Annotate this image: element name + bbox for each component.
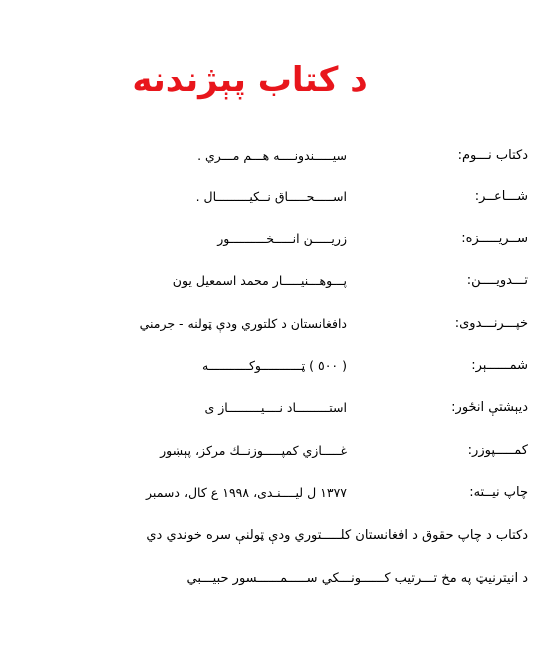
info-row-composer — [0, 438, 555, 464]
info-row-foreword — [0, 226, 555, 252]
row-label: ســريـــــزه: — [461, 231, 528, 246]
row-value: اســـــحـــــاق نــكيـــــــــال . — [195, 189, 347, 204]
row-label: شـــاعــر: — [474, 189, 528, 204]
row-label: شمــــــېر: — [471, 358, 528, 373]
row-label: تـــدويــــن: — [466, 273, 528, 288]
row-value: غـــــازي كمپـــــوزنــك مركز، پېښور — [160, 443, 347, 458]
copyright-text: دكتاب د چاپ حقوق د افغانستان كلـــــتوري ودې ټولنې سره خوندي دي — [146, 528, 528, 543]
row-label: دکتاب نـــوم: — [457, 148, 528, 163]
arranger-text: د انيترنيټ په مخ تـــرتيب كــــــونـــكي ســـــمــــــسور حبيـــبي — [186, 571, 528, 586]
row-label: چاپ نيــته: — [469, 485, 528, 500]
info-row-compiler — [0, 268, 555, 294]
row-label: خپـــرنـــدوى: — [454, 316, 528, 331]
row-value: سيـــــندونــــه هـــم مـــري . — [197, 148, 347, 163]
row-label: كمـــــپوزر: — [467, 443, 528, 458]
row-value: ١٣٧٧ ل ليــــنـدى، ١٩٩٨ ع كال، دسمبر — [146, 485, 347, 500]
footer-line-internet-arrangement — [0, 566, 555, 592]
footer-line-copyright — [0, 523, 555, 549]
row-label: ديېشتې انځور: — [451, 400, 528, 415]
info-row-publisher — [0, 311, 555, 337]
row-value: پـــوهـــنيـــــار محمد اسمعيل يون — [172, 273, 347, 288]
info-row-copies — [0, 353, 555, 379]
info-row-book-name — [0, 143, 555, 169]
info-row-cover-image — [0, 395, 555, 421]
info-row-print-date — [0, 480, 555, 506]
row-value: زريـــــن انـــــخــــــــــور — [217, 231, 347, 246]
page-title: د کتاب پېژندنه — [132, 60, 368, 100]
row-value: استـــــــــاد نــــيـــــــــاز ى — [204, 400, 347, 415]
info-row-poet — [0, 184, 555, 210]
row-value: ( ٥٠٠ ) ټـــــــــــوكـــــــــــه — [202, 358, 347, 373]
row-value: دافغانستان د كلتوري ودې ټولنه - جرمني — [139, 316, 347, 331]
